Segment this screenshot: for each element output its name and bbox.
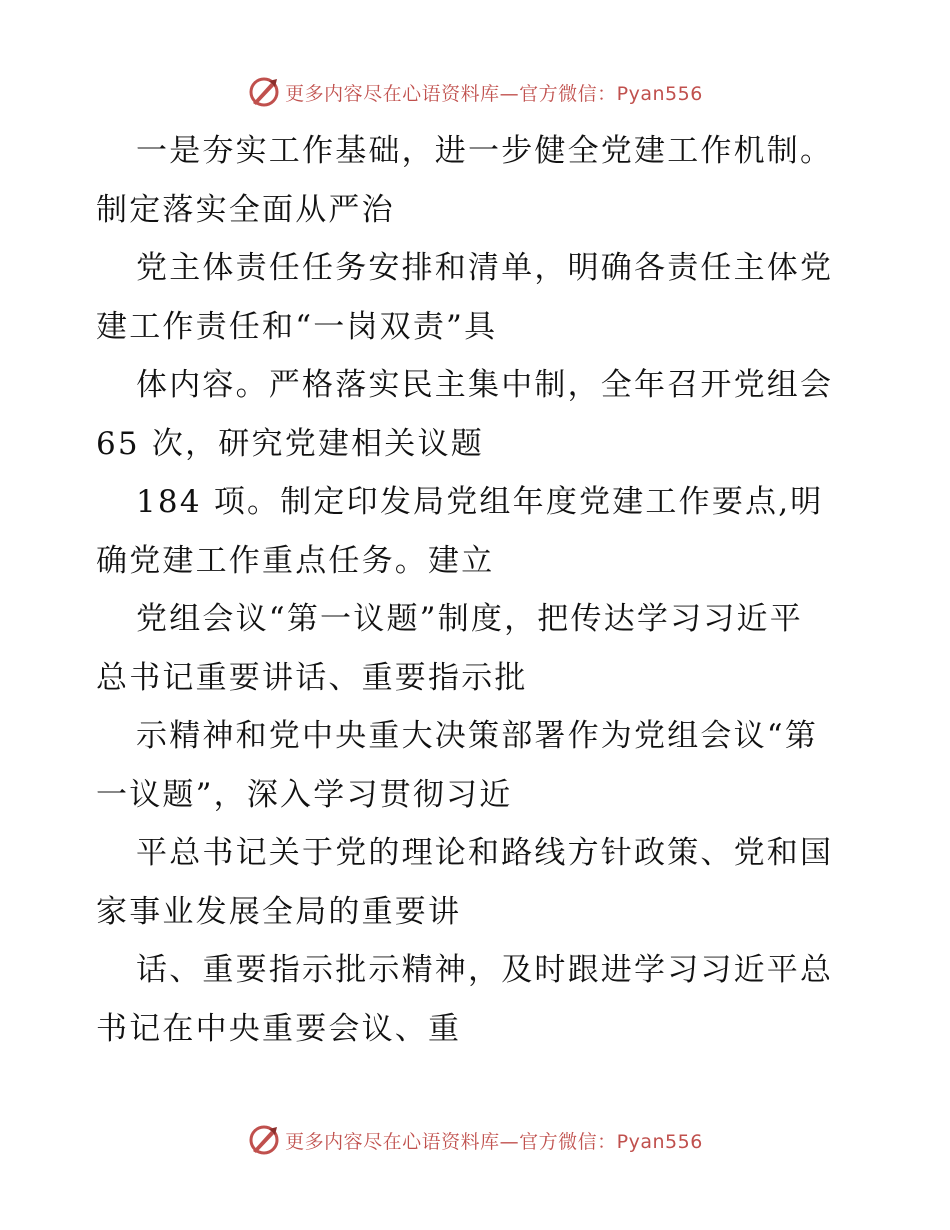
paragraph-line: 党主体责任任务安排和清单，明确各责任主体党 <box>136 250 834 286</box>
header-banner <box>0 72 950 112</box>
paragraph-line: 体内容。严格落实民主集中制，全年召开党组会 <box>136 367 834 403</box>
paragraph-line: 平总书记关于党的理论和路线方针政策、党和国 <box>136 835 834 871</box>
paragraph-line: 示精神和党中央重大决策部署作为党组会议“第 <box>136 718 819 754</box>
paragraph-line: 党组会议“第一议题”制度，把传达学习习近平 <box>136 601 803 637</box>
paragraph-line: 建工作责任和“一岗双责”具 <box>96 308 498 345</box>
paragraph-line: 65 次，研究党建相关议题 <box>96 425 484 462</box>
header-banner-text: 更多内容尽在心语资料库—官方微信：Pyan556 <box>285 82 703 105</box>
footer-banner-text: 更多内容尽在心语资料库—官方微信：Pyan556 <box>285 1130 703 1153</box>
paragraph-line: 家事业发展全局的重要讲 <box>96 893 462 930</box>
paragraph-line: 确党建工作重点任务。建立 <box>96 542 495 579</box>
paragraph-line: 话、重要指示批示精神，及时跟进学习习近平总 <box>136 952 834 988</box>
footer-banner <box>0 1120 950 1160</box>
paragraph-line: 制定落实全面从严治 <box>96 191 395 228</box>
paragraph-line: 184 项。制定印发局党组年度党建工作要点,明 <box>136 484 824 520</box>
paragraph-line: 一是夯实工作基础，进一步健全党建工作机制。 <box>136 133 834 169</box>
paragraph-line: 总书记重要讲话、重要指示批 <box>96 659 528 696</box>
paragraph-line: 书记在中央重要会议、重 <box>96 1010 462 1047</box>
document-body <box>96 122 856 1058</box>
quill-pen-logo-icon <box>247 75 281 109</box>
quill-pen-logo-icon <box>247 1123 281 1157</box>
paragraph-line: 一议题”，深入学习贯彻习近 <box>96 776 513 813</box>
